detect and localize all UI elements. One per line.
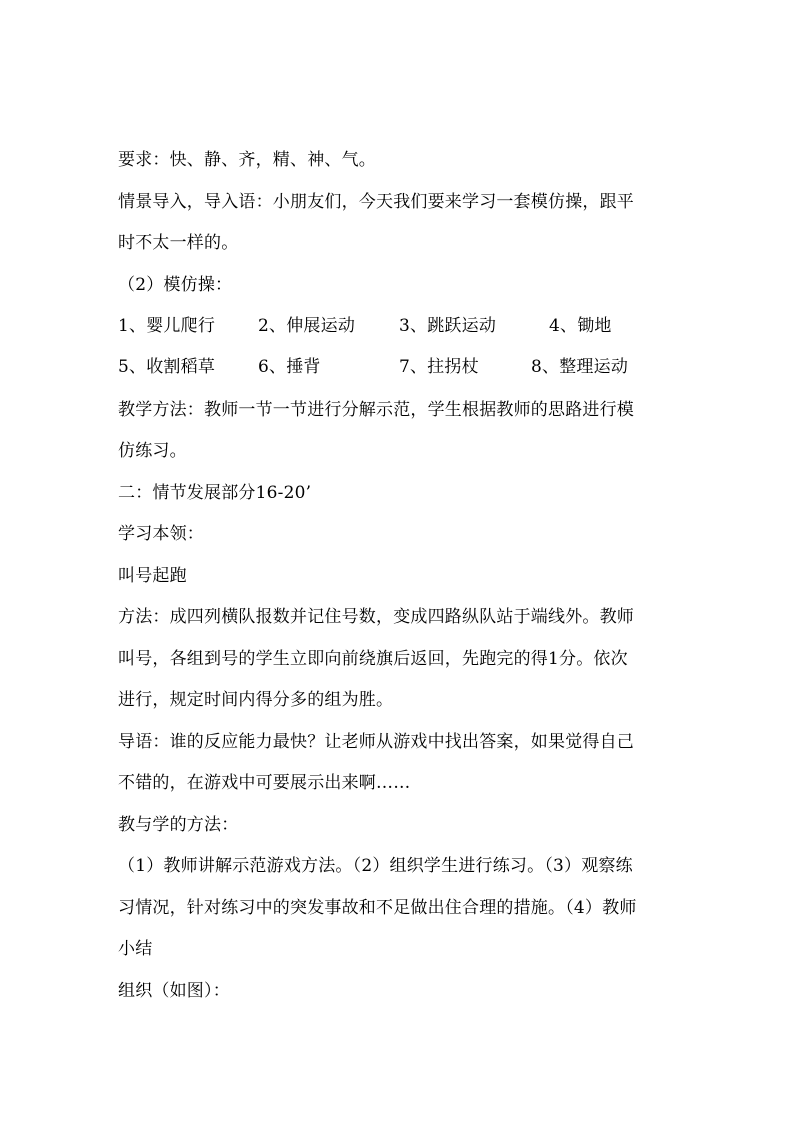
exercise-item: 4、锄地 (549, 316, 612, 336)
method-line-2: 仿练习。 (118, 441, 187, 461)
guide-line-2: 不错的，在游戏中可要展示出来啊…… (118, 773, 411, 793)
organization-line: 组织（如图）： (118, 981, 230, 1001)
steps-line-1: （1）教师讲解示范游戏方法。（2）组织学生进行练习。（3）观察练 (118, 856, 633, 876)
game-name: 叫号起跑 (118, 566, 187, 586)
learn-skills-heading: 学习本领： (118, 524, 204, 544)
exercise-item: 3、跳跃运动 (399, 316, 497, 336)
requirements-line: 要求：快、静、齐，精、神、气。 (118, 150, 376, 170)
exercises-row-1 (118, 316, 678, 336)
intro-line-2: 时不太一样的。 (118, 233, 239, 253)
guide-line-1: 导语：谁的反应能力最快？让老师从游戏中找出答案，如果觉得自己 (118, 732, 634, 752)
imitation-heading: （2）模仿操： (118, 275, 233, 295)
exercise-item: 5、收割稻草 (118, 357, 216, 377)
exercise-item: 6、捶背 (258, 357, 321, 377)
intro-line-1: 情景导入，导入语：小朋友们，今天我们要来学习一套模仿操，跟平 (118, 192, 634, 212)
exercise-item: 2、伸展运动 (258, 316, 356, 336)
steps-line-3: 小结 (118, 939, 153, 959)
exercises-row-2 (118, 357, 678, 377)
game-method-line-1: 方法：成四列横队报数并记住号数，变成四路纵队站于端线外。教师 (118, 607, 634, 627)
steps-line-2: 习情况，针对练习中的突发事故和不足做出住合理的措施。（4）教师 (118, 898, 637, 918)
teach-learn-heading: 教与学的方法： (118, 815, 239, 835)
section-two-heading: 二：情节发展部分16-20’ (118, 483, 312, 503)
method-line-1: 教学方法：教师一节一节进行分解示范，学生根据教师的思路进行模 (118, 400, 634, 420)
game-method-line-3: 进行，规定时间内得分多的组为胜。 (118, 690, 394, 710)
exercise-item: 8、整理运动 (531, 357, 629, 377)
game-method-line-2: 叫号，各组到号的学生立即向前绕旗后返回，先跑完的得1分。依次 (118, 649, 628, 669)
exercise-item: 7、拄拐杖 (399, 357, 479, 377)
exercise-item: 1、婴儿爬行 (118, 316, 216, 336)
